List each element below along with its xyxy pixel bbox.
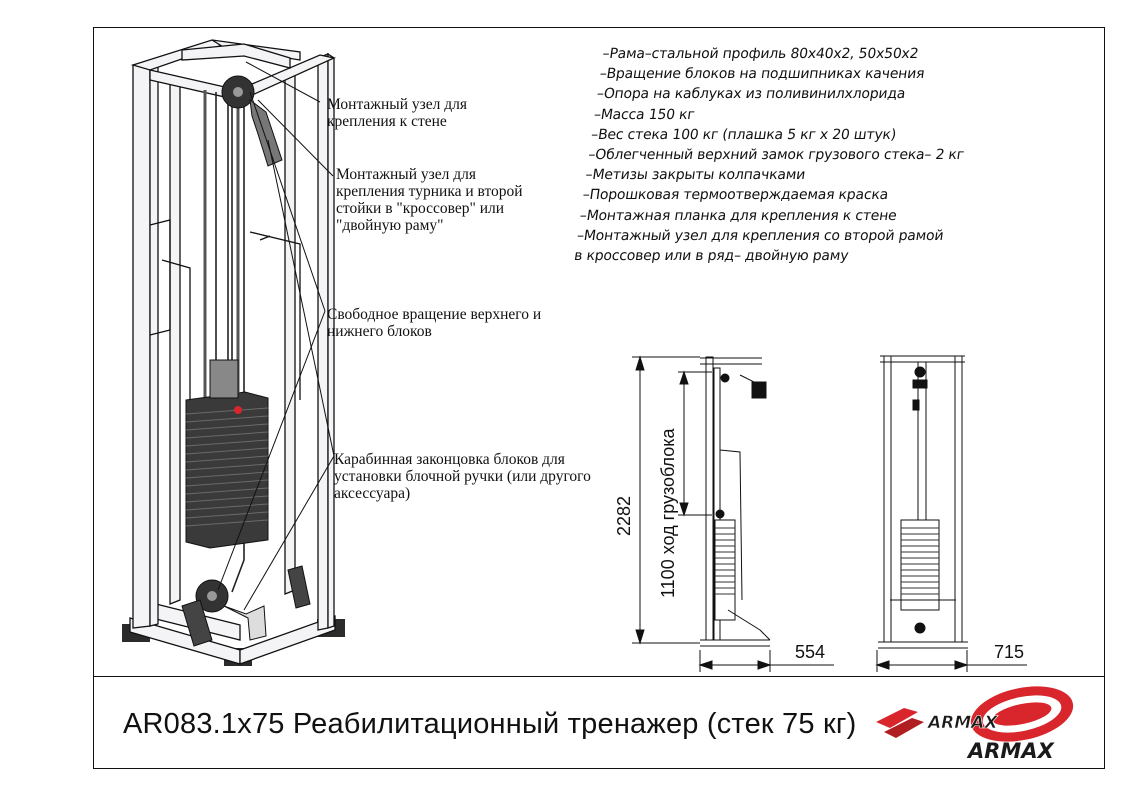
product-title: AR083.1х75 Реабилитационный тренажер (стек 75 кг) — [123, 708, 857, 740]
callout-free-rotation: Свободное вращение верхнего и нижнего блоков — [327, 306, 542, 340]
spec-item: в кроссовер или в ряд– двойную раму — [573, 248, 850, 265]
dimension-depth-label: 554 — [795, 642, 826, 662]
logo-wordmark-small: ARMAX — [928, 713, 998, 733]
spec-item: –Облегченный верхний замок грузового стека– 2 кг — [587, 147, 966, 164]
spec-item: –Монтажный узел для крепления со второй рамой — [575, 227, 945, 244]
spec-item: –Монтажная планка для крепления к стене — [578, 207, 898, 224]
spec-item: –Рама–стальной профиль 80х40х2, 50х50х2 — [601, 46, 920, 62]
spec-item: –Вес стека 100 кг (плашка 5 кг х 20 штук) — [590, 126, 898, 143]
callout-wall-mount: Монтажный узел для крепления к стене — [327, 96, 467, 130]
dimension-width-label: 715 — [994, 642, 1025, 662]
spec-item: –Опора на каблуках из поливинилхлорида — [595, 86, 907, 103]
spec-item: –Вращение блоков на подшипниках качения — [598, 66, 926, 83]
dimension-height-label: 2282 — [614, 495, 634, 536]
logo-wordmark: ARMAX — [968, 739, 1054, 763]
callout-crossover-mount: Монтажный узел для крепления турника и второй стойки в "кроссовер" или "двойную раму" — [336, 166, 523, 234]
spec-item: –Метизы закрыты колпачками — [584, 167, 807, 184]
spec-item: –Масса 150 кг — [592, 106, 696, 123]
spec-item: –Порошковая термоотверждаемая краска — [581, 187, 890, 204]
dimension-stroke-label: 1100 ход грузоблока — [658, 428, 678, 598]
callout-carabiner: Карабинная законцовка блоков для установки блочной ручки (или другого аксессуара) — [334, 451, 591, 502]
